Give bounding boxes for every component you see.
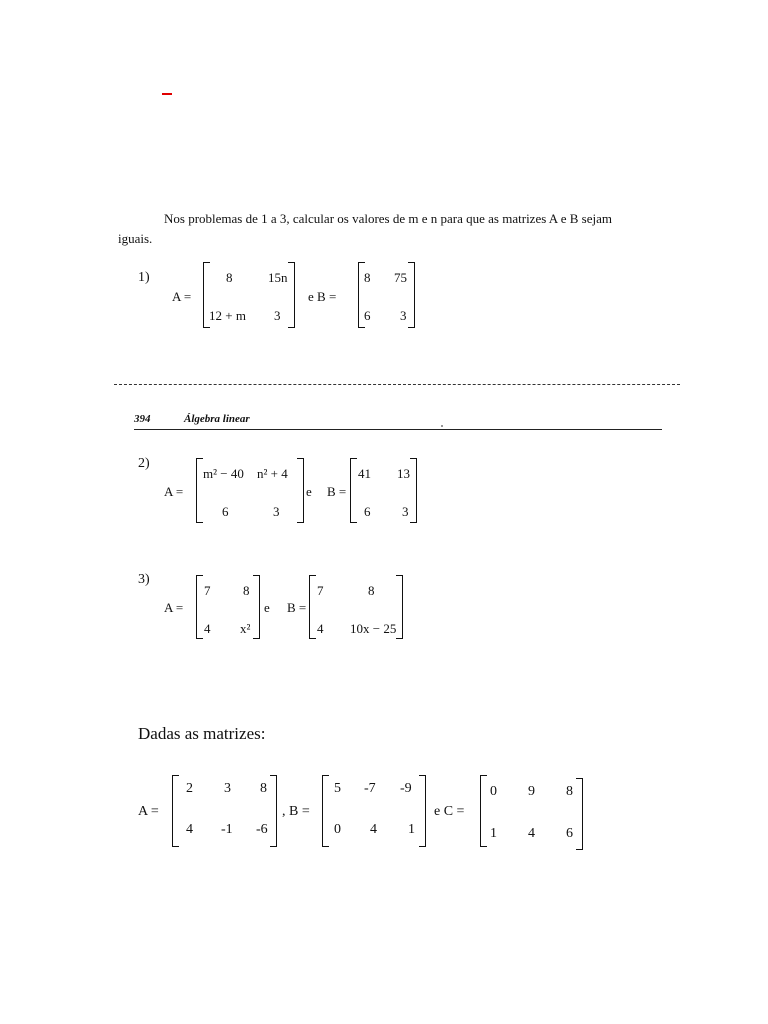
matrix-a-cell: x² — [240, 621, 251, 636]
speck — [441, 425, 443, 427]
matrix-a-cell: 3 — [273, 504, 280, 519]
matrix-b-cell: 7 — [317, 583, 324, 598]
matrix-b-cell: 8 — [368, 583, 375, 598]
separator-c: e C = — [434, 804, 465, 819]
problem-3-number: 3) — [138, 572, 150, 587]
matrix-a-cell: n² + 4 — [257, 466, 288, 481]
matrix-a-cell: m² − 40 — [203, 466, 244, 481]
matrix-a-cell: 7 — [204, 583, 211, 598]
bracket-right — [270, 775, 277, 847]
connector-e-b: e B = — [308, 289, 337, 304]
matrix-a-cell: 8 — [243, 583, 250, 598]
matrix-c-cell: 0 — [490, 784, 497, 799]
matrix-a-cell: 12 + m — [209, 308, 246, 323]
bracket-left — [480, 775, 487, 847]
matrix-b-label: B = — [287, 600, 307, 615]
bracket-right — [288, 262, 295, 328]
matrix-a-label: A = — [164, 600, 184, 615]
problem-1-number: 1) — [138, 270, 150, 285]
bracket-left — [196, 575, 203, 639]
header-rule — [134, 429, 662, 430]
matrix-b-cell: 8 — [364, 270, 371, 285]
separator-b: , B = — [282, 804, 310, 819]
connector-e: e — [264, 600, 270, 615]
matrix-b-cell: 6 — [364, 504, 371, 519]
problem-2-number: 2) — [138, 456, 150, 471]
red-dash-mark — [162, 93, 172, 95]
matrix-b-cell: 5 — [334, 781, 341, 796]
matrix-b-label: B = — [327, 484, 347, 499]
matrix-a-cell: -1 — [221, 822, 233, 837]
bracket-left — [350, 458, 357, 523]
matrix-a-label: A = — [172, 289, 192, 304]
page-separator — [114, 384, 680, 385]
matrix-c-cell: 6 — [566, 826, 573, 841]
matrix-b-cell: 1 — [408, 822, 415, 837]
matrix-a-cell: -6 — [256, 822, 268, 837]
matrix-a-cell: 15n — [268, 270, 288, 285]
bracket-right — [297, 458, 304, 523]
bracket-left — [196, 458, 203, 523]
intro-paragraph — [118, 209, 663, 249]
matrix-b-cell: 0 — [334, 822, 341, 837]
bracket-left — [172, 775, 179, 847]
matrix-b-cell: 10x − 25 — [350, 621, 397, 636]
matrix-a-cell: 3 — [224, 781, 231, 796]
matrix-c-cell: 1 — [490, 826, 497, 841]
bracket-right — [576, 778, 583, 850]
running-head-title: Álgebra linear — [184, 413, 250, 425]
bracket-left — [322, 775, 329, 847]
matrix-b-cell: -9 — [400, 781, 412, 796]
matrix-c-cell: 8 — [566, 784, 573, 799]
section-heading: Dadas as matrizes: — [138, 724, 266, 743]
matrix-a-cell: 3 — [274, 308, 281, 323]
matrix-a-label: A = — [164, 484, 184, 499]
matrix-b-cell: 3 — [400, 308, 407, 323]
matrix-b-cell: 13 — [397, 466, 410, 481]
bracket-right — [419, 775, 426, 847]
matrix-a-cell: 4 — [186, 822, 193, 837]
matrix-a-cell: 4 — [204, 621, 211, 636]
intro-line-1: Nos problemas de 1 a 3, calcular os valores de m e n para que as matrizes A e B sejam — [164, 211, 612, 226]
matrix-a-label: A = — [138, 804, 159, 819]
matrix-a-cell: 2 — [186, 781, 193, 796]
matrix-a-cell: 8 — [260, 781, 267, 796]
bracket-right — [253, 575, 260, 639]
matrix-b-cell: 3 — [402, 504, 409, 519]
matrix-b-cell: 6 — [364, 308, 371, 323]
matrix-a-cell: 6 — [222, 504, 229, 519]
connector-e: e — [306, 484, 312, 499]
matrix-c-cell: 9 — [528, 784, 535, 799]
bracket-right — [408, 262, 415, 328]
matrix-a-cell: 8 — [226, 270, 233, 285]
bracket-right — [410, 458, 417, 523]
matrix-b-cell: 4 — [370, 822, 377, 837]
page-number: 394 — [134, 413, 151, 425]
matrix-b-cell: -7 — [364, 781, 376, 796]
intro-line-2: iguais. — [118, 231, 153, 246]
bracket-right — [396, 575, 403, 639]
matrix-b-cell: 41 — [358, 466, 371, 481]
matrix-c-cell: 4 — [528, 826, 535, 841]
bracket-left — [309, 575, 316, 639]
matrix-b-cell: 4 — [317, 621, 324, 636]
matrix-b-cell: 75 — [394, 270, 407, 285]
